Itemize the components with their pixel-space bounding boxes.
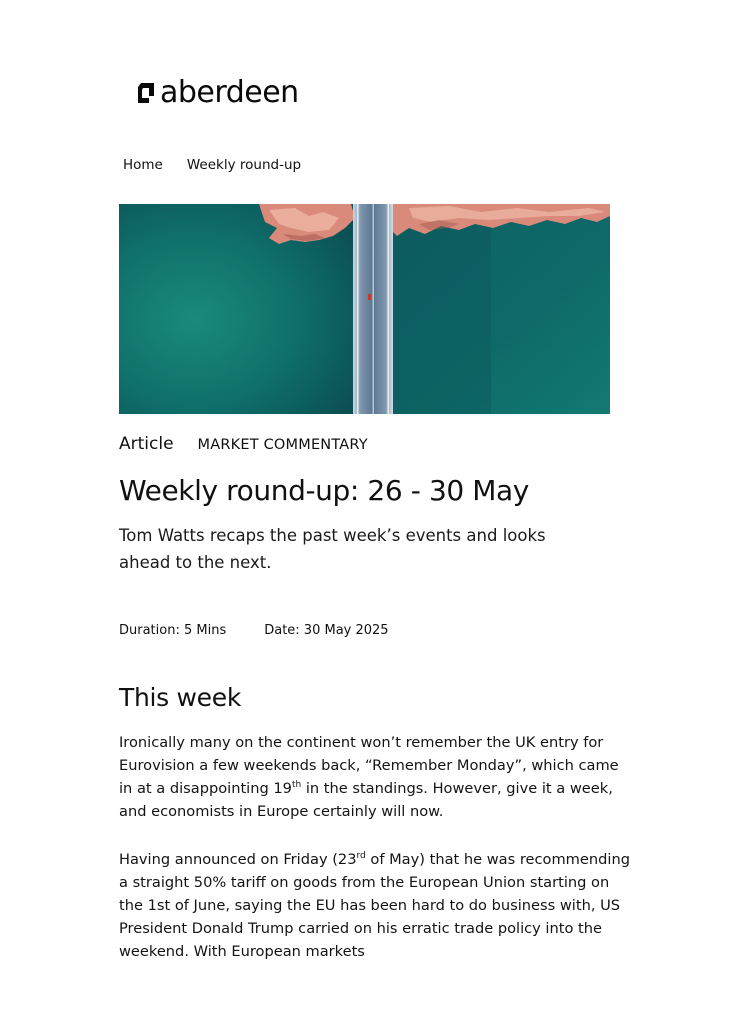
article-meta [119, 623, 427, 638]
breadcrumb [123, 157, 301, 173]
article-subtitle: Tom Watts recaps the past week’s events and looks ahead to the next. [119, 526, 546, 572]
article-date: Date: 30 May 2025 [264, 623, 389, 638]
superscript: rd [356, 851, 366, 862]
breadcrumb-current: Weekly round-up [186, 157, 302, 173]
logo-wordmark: aberdeen [160, 75, 299, 110]
aberdeen-logo-icon [136, 82, 156, 104]
superscript: th [291, 780, 302, 791]
breadcrumb-home-link[interactable]: Home [123, 157, 163, 173]
brand-logo[interactable] [136, 76, 299, 110]
paragraph-text: in the standings. However, give it a week, and economists in Europe certainly will now. [119, 780, 613, 820]
hero-image [119, 204, 610, 414]
hero-bridge-illustration [119, 204, 610, 414]
paragraph-text: Ironically many on the continent won’t remember the UK entry for Eurovision a few weekends back, “Remember Monday”, which came in at a disappointing 19 [119, 734, 619, 797]
article-type-label: Article [119, 434, 174, 454]
paragraph-text: of May) that he was recommending a straight 50% tariff on goods from the European Union starting on the 1st of June, saying the EU has been hard to do business with, US President Donald Trump carried on his erratic trade policy into the weekend. With European markets [119, 851, 630, 960]
category-tag[interactable]: MARKET COMMENTARY [197, 437, 368, 453]
body-paragraph-1 [119, 731, 631, 823]
article-title: Weekly round-up: 26 - 30 May [119, 474, 529, 507]
article-duration: Duration: 5 Mins [119, 623, 227, 638]
body-paragraph-2 [119, 848, 631, 963]
section-heading-this-week: This week [119, 683, 242, 712]
paragraph-text: Having announced on Friday (23 [119, 851, 357, 868]
article-tags [119, 434, 368, 454]
